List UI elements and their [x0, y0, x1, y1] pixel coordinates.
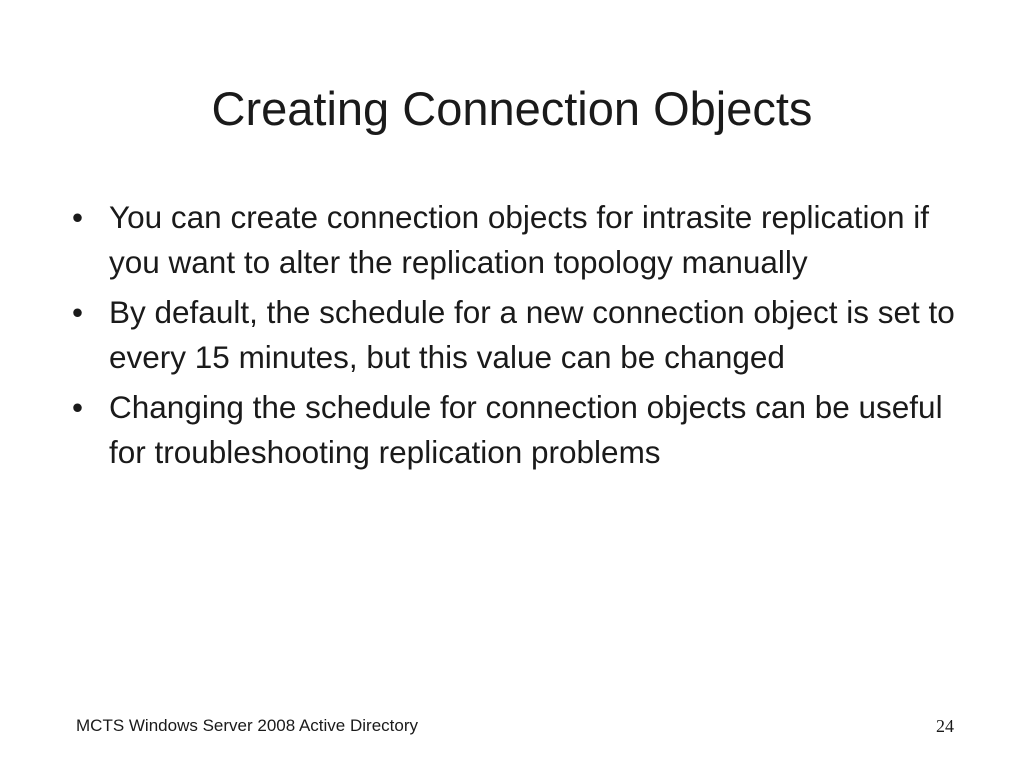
bullet-item [72, 290, 962, 380]
bullet-text: Changing the schedule for connection objects can be useful for troubleshooting replication problems [109, 389, 943, 470]
footer-course-title: MCTS Windows Server 2008 Active Directory [76, 716, 418, 735]
bullet-item [72, 195, 962, 285]
bullet-text: You can create connection objects for intrasite replication if you want to alter the replication topology manually [109, 199, 930, 280]
bullet-marker: • [72, 389, 84, 425]
bullet-marker: • [72, 294, 84, 330]
slide-title: Creating Connection Objects [211, 82, 813, 135]
bullet-marker: • [72, 199, 84, 235]
bullet-item [72, 385, 962, 475]
bullet-list [72, 195, 962, 480]
slide-number: 24 [936, 716, 954, 736]
bullet-text: By default, the schedule for a new connection object is set to every 15 minutes, but this value can be changed [109, 294, 955, 375]
